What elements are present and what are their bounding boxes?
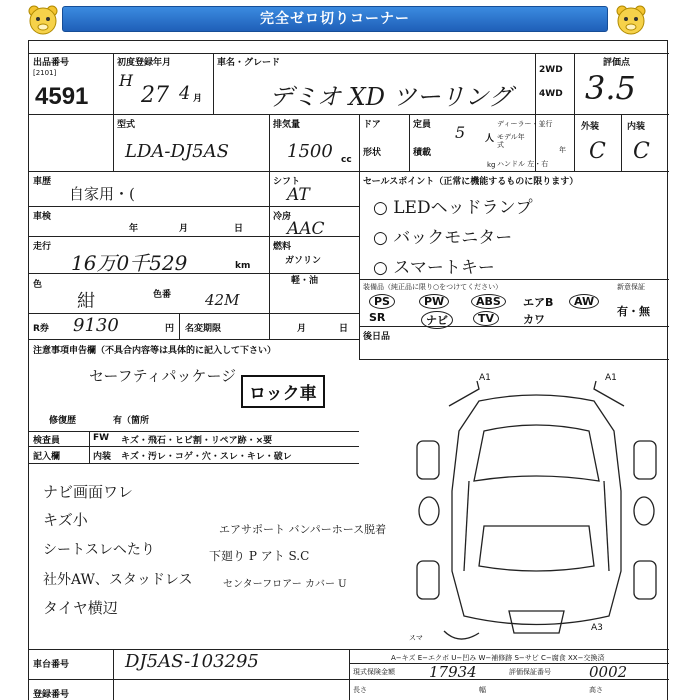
banner <box>0 0 700 38</box>
bottom-value1: 17934 <box>429 663 477 681</box>
reg-no-label: 登録番号 <box>33 690 70 700</box>
recycle-label: R券 <box>33 324 49 334</box>
selling-label: セールスポイント（正常に機能するものに限ります） <box>363 177 579 187</box>
checker-legend2: キズ・汚レ・コゲ・穴・スレ・キレ・破レ <box>121 452 292 462</box>
color-label: 色 <box>33 280 43 290</box>
equipment-label: 装備品（純正品に限り○をつけてください） <box>363 283 503 291</box>
fuel-label: 燃料 <box>273 242 292 252</box>
fuel-diesel: 軽・油 <box>291 276 319 286</box>
remark-right-3: センターフロアー カバー U <box>223 579 347 590</box>
bottom-label5: 高さ <box>589 686 603 694</box>
name-change-label: 名変期限 <box>185 324 222 334</box>
equip-navi: ナビ <box>421 311 453 329</box>
bottom-value2: 0002 <box>589 663 628 681</box>
equip-sr: SR <box>369 311 386 324</box>
recycle-unit: 円 <box>165 324 175 334</box>
model-value: デミオ XD ツーリング <box>269 83 513 111</box>
first-reg-year: 27 <box>141 83 169 108</box>
mileage-unit: km <box>235 261 251 271</box>
equip-tv: TV <box>473 311 499 326</box>
car-damage-diagram <box>409 371 664 646</box>
repair-label: 修復歴 <box>49 416 77 426</box>
bottom-label1: 現式保険金額 <box>353 668 395 676</box>
tag-sumi: スマ <box>409 634 423 642</box>
lot-code: [2101] <box>33 69 57 77</box>
selling-item-2: ○ バックモニター <box>373 228 513 248</box>
color-code-label: 色番 <box>153 290 172 300</box>
remark-right-1: エアサポート バンパーホース脱着 <box>219 523 387 536</box>
first-reg-era: H <box>119 71 133 90</box>
model-year-label: モデル年式 <box>497 133 525 149</box>
recycle-value: 9130 <box>73 315 119 336</box>
fuel-gas: ガソリン <box>285 256 322 266</box>
cooler-value: AAC <box>287 219 325 239</box>
displacement-value: 1500 <box>287 141 333 162</box>
model-label: 車名・グレード <box>217 58 281 68</box>
remark-4: 社外AW、スタッドレス <box>43 572 193 588</box>
capacity-label: 定員 <box>413 120 432 130</box>
first-reg-month: 4 <box>179 83 191 104</box>
lot-number: 4591 <box>35 83 89 110</box>
tag-a3: A3 <box>591 623 603 633</box>
color-value: 紺 <box>77 291 95 312</box>
interior-label: 内装 <box>627 122 646 132</box>
repair-value: 有（箇所 <box>113 416 150 426</box>
name-change-month: 月 <box>297 324 307 334</box>
name-change-day: 日 <box>339 324 349 334</box>
notes-line1: セーフティパッケージ <box>89 367 237 385</box>
checker-label2: 記入欄 <box>33 452 61 462</box>
equip-aw: AW <box>569 294 599 309</box>
tag-a1-left: A1 <box>479 373 491 383</box>
checker-inner: 内装 <box>93 452 112 462</box>
banner-title: 完全ゼロ切りコーナー <box>62 6 608 32</box>
mileage-label: 走行 <box>33 242 52 252</box>
tag-a1-right: A1 <box>605 373 617 383</box>
equip-airbag: エアB <box>523 296 554 309</box>
shift-value: AT <box>287 185 310 205</box>
score-label: 評価点 <box>603 58 631 68</box>
shape-label: 形状 <box>363 148 382 158</box>
lot-label: 出品番号 <box>33 58 70 68</box>
bottom-label2: 評価保証番号 <box>509 668 551 676</box>
first-reg-label: 初度登録年月 <box>117 58 172 68</box>
bear-mascot-icon <box>26 3 60 37</box>
equip-ps: PS <box>369 294 395 309</box>
type-label: 型式 <box>117 120 136 130</box>
chassis-label: 車台番号 <box>33 660 70 670</box>
notes-header: 注意事項申告欄（不具合内容等は具体的に記入して下さい） <box>33 346 277 356</box>
exterior-value: C <box>589 139 606 164</box>
remark-right-2: 下廻り P アト S.C <box>209 549 310 563</box>
mileage-value: 16万0千529 <box>71 251 188 275</box>
bear-mascot-icon <box>614 3 648 37</box>
dealer-label: ディーラー・並行 <box>497 120 553 128</box>
color-code-value: 42M <box>205 291 240 309</box>
load-unit: kg <box>487 161 496 169</box>
drive-4wd: 4WD <box>539 89 563 99</box>
inspection-day: 日 <box>234 224 244 234</box>
category-value: 自家用・( <box>69 185 135 203</box>
remark-2: キズ小 <box>43 511 88 529</box>
load-label: 積載 <box>413 148 432 158</box>
cooler-label: 冷房 <box>273 212 292 222</box>
selling-item-1: ○ LEDヘッドランプ <box>373 198 533 218</box>
capacity-unit: 人 <box>485 134 495 144</box>
checker-fw: FW <box>93 433 110 443</box>
remark-3: シートスレヘたり <box>43 542 155 558</box>
lock-stamp: ロック車 <box>241 375 325 408</box>
auction-sheet <box>28 40 668 700</box>
damage-legend: A−キズ E−エクボ U−凹み W−補修跡 S−サビ C−腐食 XX−交換済 <box>391 654 605 662</box>
model-year-unit: 年 <box>559 146 566 154</box>
shift-label: シフト <box>273 177 301 187</box>
doors-label: ドア <box>363 120 381 130</box>
displacement-unit: cc <box>341 155 352 165</box>
displacement-label: 排気量 <box>273 120 301 130</box>
remark-1: ナビ画面ワレ <box>43 483 134 501</box>
equip-presence: 有・無 <box>617 305 650 318</box>
inspection-label: 車検 <box>33 212 52 222</box>
handle-label: ハンドル 左・右 <box>497 160 549 168</box>
exterior-label: 外装 <box>581 122 600 132</box>
drive-2wd: 2WD <box>539 65 563 75</box>
chassis-value: DJ5AS-103295 <box>125 651 259 672</box>
bottom-label3: 長さ <box>353 686 367 694</box>
bottom-label4: 幅 <box>479 686 486 694</box>
selling-item-3: ○ スマートキー <box>373 258 495 278</box>
category-label: 車歴 <box>33 177 52 187</box>
later-date-label: 後日品 <box>363 332 391 342</box>
equipment-presence-label: 新意保証 <box>617 283 645 291</box>
type-value: LDA-DJ5AS <box>125 141 229 162</box>
equip-pw: PW <box>419 294 449 309</box>
equip-leather: カワ <box>523 313 545 326</box>
interior-value: C <box>633 139 650 164</box>
score-value: 3.5 <box>585 69 636 107</box>
first-reg-month-unit: 月 <box>193 94 203 104</box>
checker-legend1: キズ・飛石・ヒビ割・リペア跡・×要 <box>121 436 273 446</box>
capacity-value: 5 <box>455 123 466 142</box>
checker-label1: 検査員 <box>33 436 61 446</box>
inspection-year: 年 <box>129 224 139 234</box>
equip-abs: ABS <box>471 294 506 309</box>
inspection-month: 月 <box>179 224 189 234</box>
remark-5: タイヤ横辺 <box>43 599 118 617</box>
